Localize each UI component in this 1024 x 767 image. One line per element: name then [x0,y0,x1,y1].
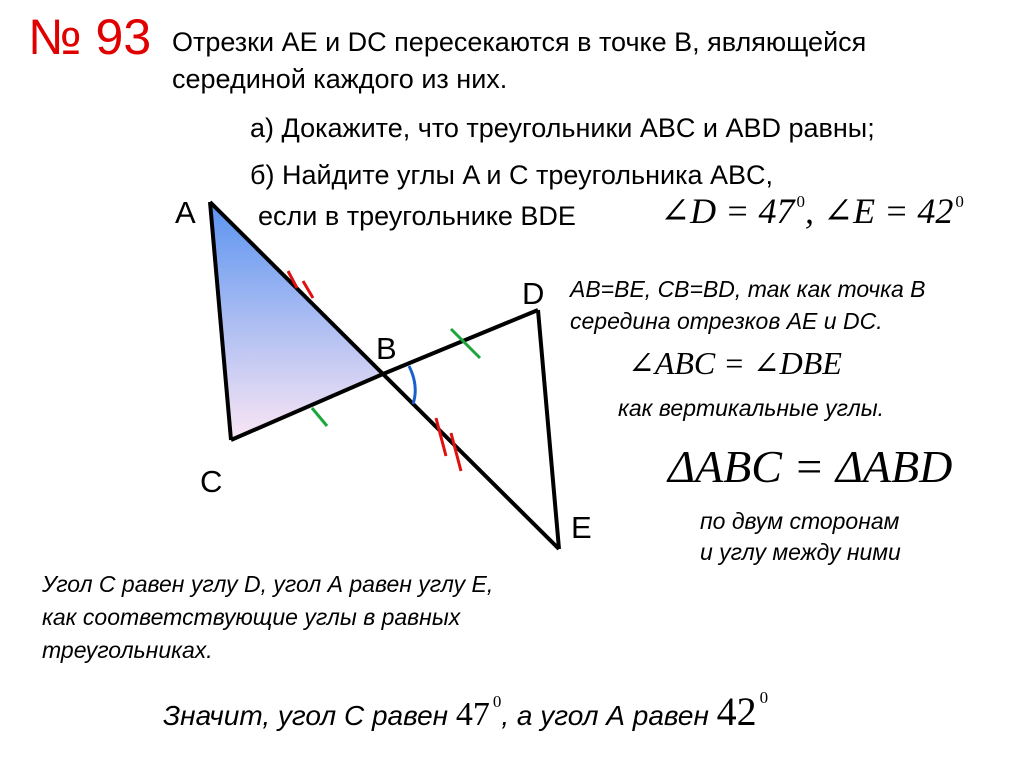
given-separator: , [804,191,823,231]
corresponding-line-1: Угол С равен углу D, угол А равен углу Е, [42,571,494,597]
corresponding-line-2: как соответствующие углы в равных [42,604,461,630]
tick-cb [312,408,327,426]
conclusion [163,688,768,735]
angle-a-value: 42 [716,689,757,734]
statement-line-2: серединой каждого из них. [172,64,508,94]
problem-number: № 93 [28,9,152,65]
label-d: D [522,276,545,311]
corresponding-line-3: треугольниках. [42,637,213,663]
triangle-abc-fill [210,202,383,440]
criterion-line-1: по двум сторонам [700,508,900,534]
label-b: B [376,331,397,366]
label-a: A [175,195,196,230]
triangles-equal-formula: ΔABC = ΔABD [668,441,953,492]
given-angles [660,190,964,232]
degree-mark: 0 [796,192,805,211]
given-angle-e: ∠E = 42 [822,191,954,231]
label-c: C [200,464,223,499]
reason-line-1: AB=BE, CB=BD, так как точка B [570,276,926,302]
statement-line-1: Отрезки AE и DC пересекаются в точке B, являющейся [172,27,867,57]
conclusion-part-2: , а угол А равен [501,700,717,731]
task-b-line-1: б) Найдите углы A и C треугольника ABC, [250,160,774,190]
segment-de [538,310,559,549]
label-e: E [571,510,592,545]
task-a: а) Докажите, что треугольники ABC и ABD равны; [250,113,875,143]
given-angle-d: ∠D = 47 [660,191,795,231]
angles-equal-formula: ∠ABC = ∠DBE [628,345,842,381]
degree-mark: 0 [759,688,769,707]
vertical-angles-note: как вертикальные углы. [618,395,885,421]
conclusion-part-1: Значит, угол С равен [163,700,456,731]
degree-mark: 0 [955,192,964,211]
reason-line-2: середина отрезков AE и DC. [570,308,883,334]
angle-c-value: 47 [455,696,490,733]
segment-bd [383,310,538,374]
degree-mark: 0 [492,692,502,711]
criterion-line-2: и углу между ними [700,539,901,565]
task-b-line-2: если в треугольнике BDE [258,201,576,231]
